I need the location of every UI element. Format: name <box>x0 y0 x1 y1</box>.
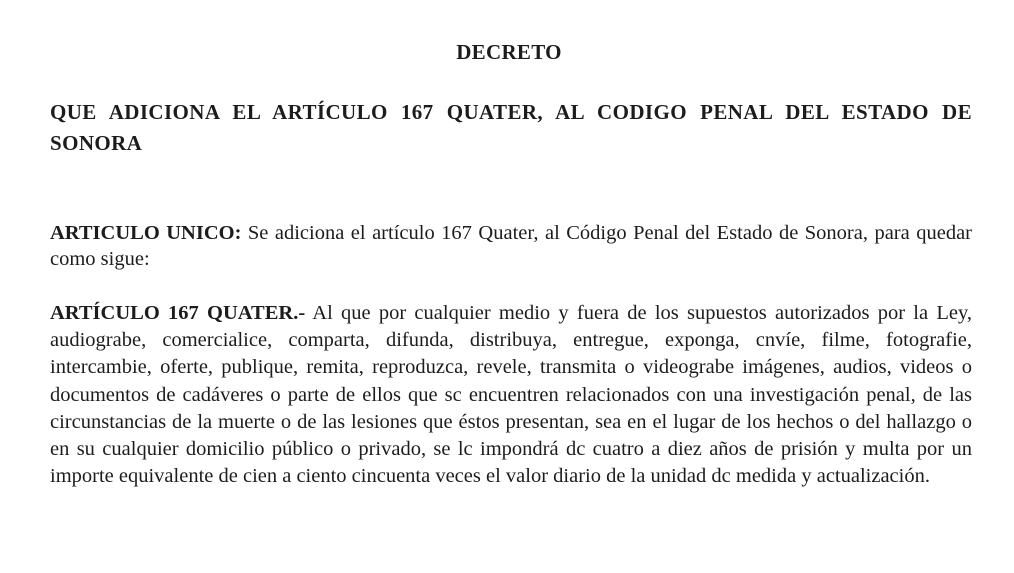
decree-subtitle: QUE ADICIONA EL ARTÍCULO 167 QUATER, AL CODIGO PENAL DEL ESTADO DE SONORA <box>50 100 972 155</box>
article-167-quater-text: Al que por cualquier medio y fuera de los supuestos autorizados por la Ley, audiograbe, comercialice, comparta, difunda, distribuya, entregue, exponga, cnvíe, filme, fotografie, intercambie, oferte, publique, remita, reproduzca, revele, transmita o videograbe imágenes, audios, videos o documentos de cadáveres o parte de ellos que sc encuentren relacionados con una investigación penal, de las circunstancias de la muerte o de las lesiones que éstos presentan, sea en el lugar de los hechos o del hallazgo o en su cualquier domicilio público o privado, se lc impondrá dc cuatro a diez años de prisión y multa por un importe equivalente de cien a ciento cincuenta veces el valor diario de la unidad dc medida y actualización. <box>50 302 973 488</box>
article-unico-paragraph <box>50 220 972 272</box>
decree-title: DECRETO <box>456 40 562 64</box>
article-unico-heading: ARTICULO UNICO: <box>50 222 242 244</box>
article-unico-text: Se adiciona el artículo 167 Quater, al Código Penal del Estado de Sonora, para quedar como sigue: <box>50 222 972 270</box>
article-167-quater-heading: ARTÍCULO 167 QUATER.- <box>50 302 306 324</box>
article-167-quater-paragraph <box>50 300 972 490</box>
